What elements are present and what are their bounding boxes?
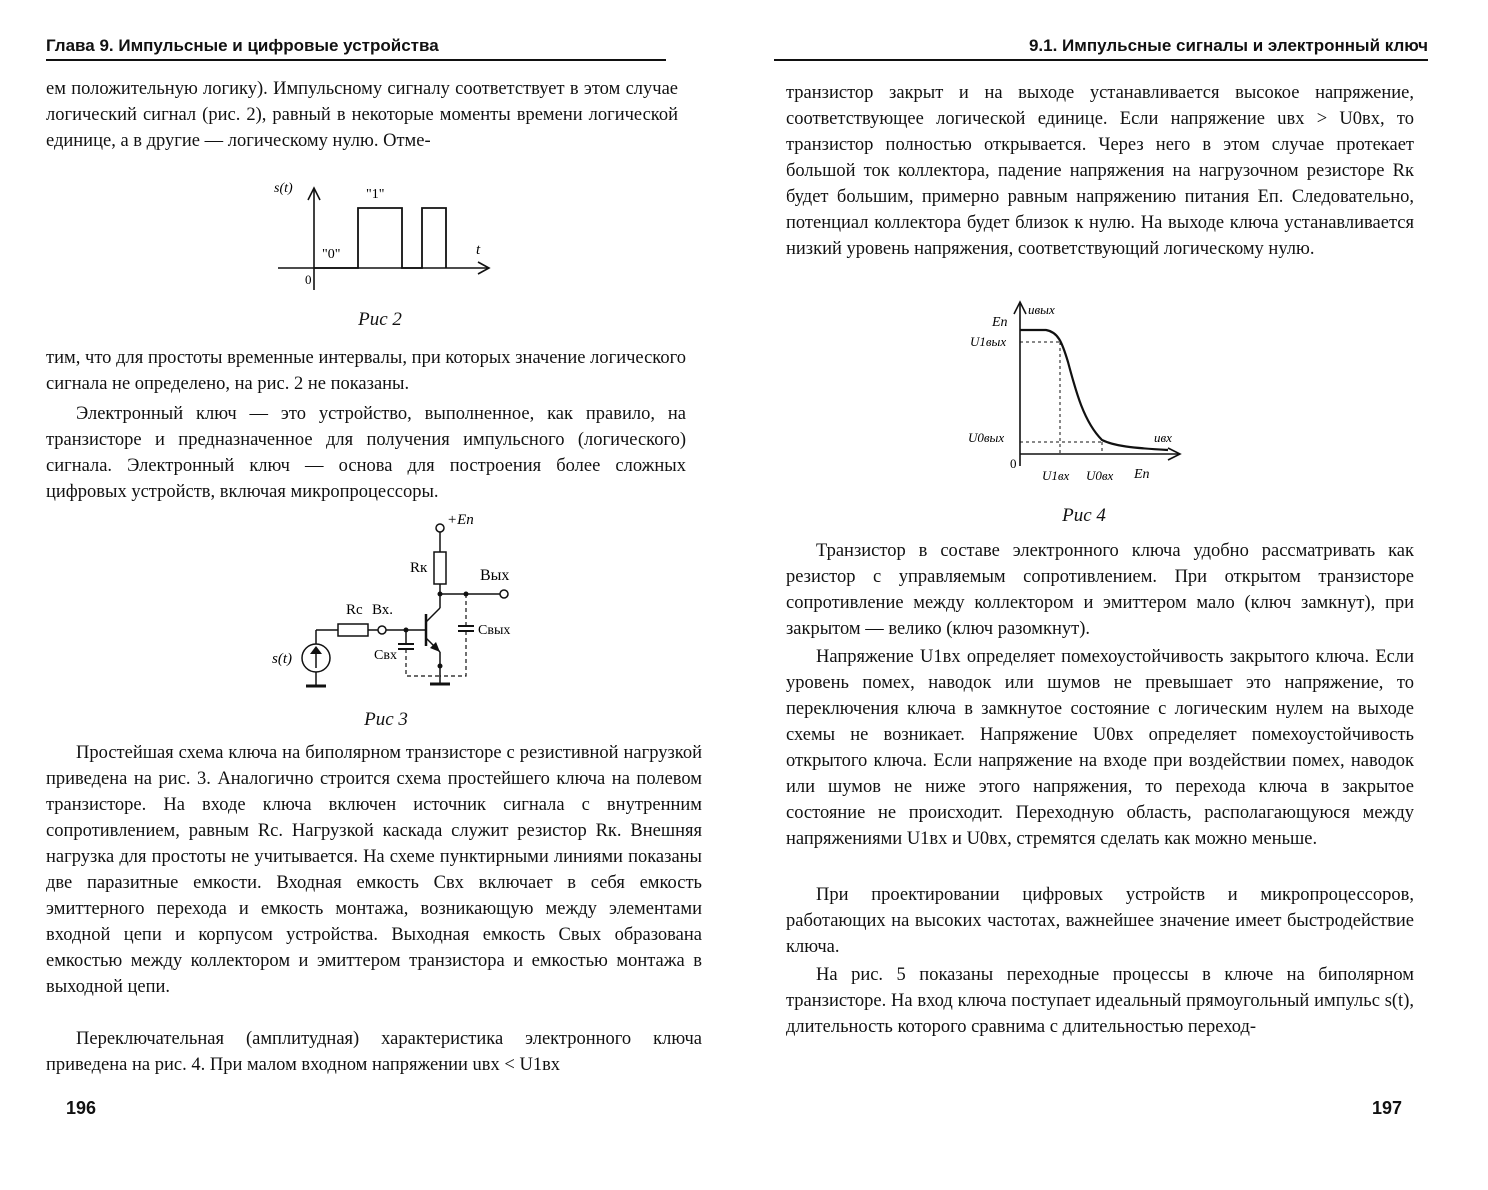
fig4-u1in: U1вх: [1042, 468, 1070, 483]
right-para-1: транзистор закрыт и на выходе устанавливается высокое напряжение, соответствующее логической единице. Если напряжение uвх > U0вх, то транзистор полностью открывается. Через него в этом случае протекает большой ток коллектора, падение напряжения на нагрузочном резисторе Rк будет большим, примерно равным напряжению питания Eп. Следовательно, потенциал коллектора будет близок к нулю. На выходе ключа устанавливается низкий уровень напряжения, соответствующий логическому нулю.: [786, 83, 1414, 259]
fig4-ylabel: uвых: [1028, 302, 1055, 317]
fig2-xlabel: t: [476, 242, 481, 258]
fig3-supply-label: +Eп: [447, 512, 474, 528]
fig3-cin-dashed-line: [406, 649, 440, 676]
chapter-header: Глава 9. Импульсные и цифровые устройства: [46, 36, 666, 61]
fig2-caption: Рис 2: [358, 309, 402, 330]
figure-3-key-circuit: [266, 508, 546, 704]
fig4-u0out: U0вых: [968, 430, 1005, 445]
fig3-source-label: s(t): [272, 651, 292, 667]
fig4-ep-y: Eп: [992, 315, 1008, 330]
fig2-ylabel: s(t): [274, 181, 293, 196]
fig3-cout-dashed-line: [440, 631, 466, 676]
fig4-u0in: U0вх: [1086, 468, 1114, 483]
left-para-2: тим, что для простоты временные интервалы, при которых значение логического сигнала не определено, на рис. 2 не показаны.: [46, 348, 686, 394]
fig3-out-label: Вых: [480, 567, 510, 584]
fig3-rk-resistor: [434, 552, 446, 584]
left-para-4: Простейшая схема ключа на биполярном транзисторе с резистивной нагрузкой приведена на рис. 3. Аналогично строится схема простейшего ключа на полевом транзисторе. На входе ключа включен источник сигнала с внутренним сопротивлением, равным Rc. Нагрузкой каскада служит резистор Rк. Внешняя нагрузка для простоты не учитывается. На схеме пунктирными линиями показаны две паразитные емкости. Входная емкость Cвх включает в себя емкость эмиттерного перехода и емкость монтажа, возникающую между элементами входной цепи и корпусом устройства. Выходная емкость Cвых образована емкостью между коллектором и эмиттером транзистора и емкостью монтажа в выходной цепи.: [46, 743, 702, 997]
right-para-5: На рис. 5 показаны переходные процессы в ключе на биполярном транзисторе. На вход ключа поступает идеальный прямоугольный импульс s(t), длительность которого сравнима с длительностью переход-: [786, 965, 1414, 1037]
fig4-ep-x: Eп: [1134, 467, 1150, 482]
fig3-rc-label: Rc: [346, 602, 363, 618]
right-page: [744, 0, 1488, 1190]
fig2-one-label: "1": [366, 187, 385, 202]
fig3-in-label: Вх.: [372, 602, 394, 618]
fig4-u1out: U1вых: [970, 334, 1007, 349]
fig4-curve: [1020, 330, 1168, 450]
left-para-3: Электронный ключ — это устройство, выполненное, как правило, на транзисторе и предназначенное для получения импульсного (логического) сигнала. Электронный ключ — основа для построения более сложных цифровых устройств, включая микропроцессоры.: [46, 404, 686, 502]
figure-4-transfer-characteristic: [962, 296, 1192, 492]
fig3-rk-label: Rк: [410, 560, 428, 576]
left-para-5: Переключательная (амплитудная) характеристика электронного ключа приведена на рис. 4. При малом входном напряжении uвх < U1вх: [46, 1029, 702, 1075]
fig2-zero-label: "0": [322, 247, 341, 262]
fig4-xlabel: uвх: [1154, 430, 1172, 445]
fig3-emitter-node: [438, 664, 443, 669]
right-para-3: Напряжение U1вх определяет помехоустойчивость закрытого ключа. Если уровень помех, наводок или шумов не превышает это напряжение, то переключения ключа в замкнутое состояние с логическим нулем на выходе схемы не возникает. Напряжение U0вх определяет помехоустойчивость открытого ключа. Если напряжение на входе при воздействии помех, наводок или шумов не ниже этого напряжения, то перехода ключа в закрытое состояние не происходит. Переходную область, располагающуюся между напряжениями U1вх и U0вх, стремятся сделать как можно меньше.: [786, 647, 1414, 849]
fig3-transistor-collector: [426, 608, 440, 622]
fig4-caption: Рис 4: [1062, 505, 1106, 526]
fig2-origin: 0: [305, 272, 312, 287]
fig3-rc-resistor: [338, 624, 368, 636]
page-number-right: 197: [1372, 1098, 1403, 1118]
fig3-caption: Рис 3: [364, 709, 408, 730]
left-para-1: ем положительную логику). Импульсному сигналу соответствует в этом случае логический сигнал (рис. 2), равный в некоторые моменты времени логической единице, а в другие — логическому нулю. Отме-: [46, 79, 678, 151]
fig3-output-terminal: [500, 590, 508, 598]
fig3-supply-terminal: [436, 524, 444, 532]
section-header: 9.1. Импульсные сигналы и электронный ключ: [774, 36, 1428, 61]
figure-2-pulse-diagram: [270, 178, 500, 300]
right-para-2: Транзистор в составе электронного ключа удобно рассматривать как резистор с управляемым сопротивлением. При открытом транзисторе сопротивление между коллектором и эмиттером мало (ключ замкнут), при закрытом — велико (ключ разомкнут).: [786, 541, 1414, 639]
right-para-4: При проектировании цифровых устройств и микропроцессоров, работающих на высоких частотах, важнейшее значение имеет быстродействие ключа.: [786, 885, 1414, 957]
fig3-cout-label: Cвых: [478, 623, 511, 638]
fig3-input-terminal: [378, 626, 386, 634]
fig4-origin: 0: [1010, 456, 1017, 471]
page-number-left: 196: [66, 1098, 97, 1118]
fig3-cin-label: Cвх: [374, 648, 397, 663]
